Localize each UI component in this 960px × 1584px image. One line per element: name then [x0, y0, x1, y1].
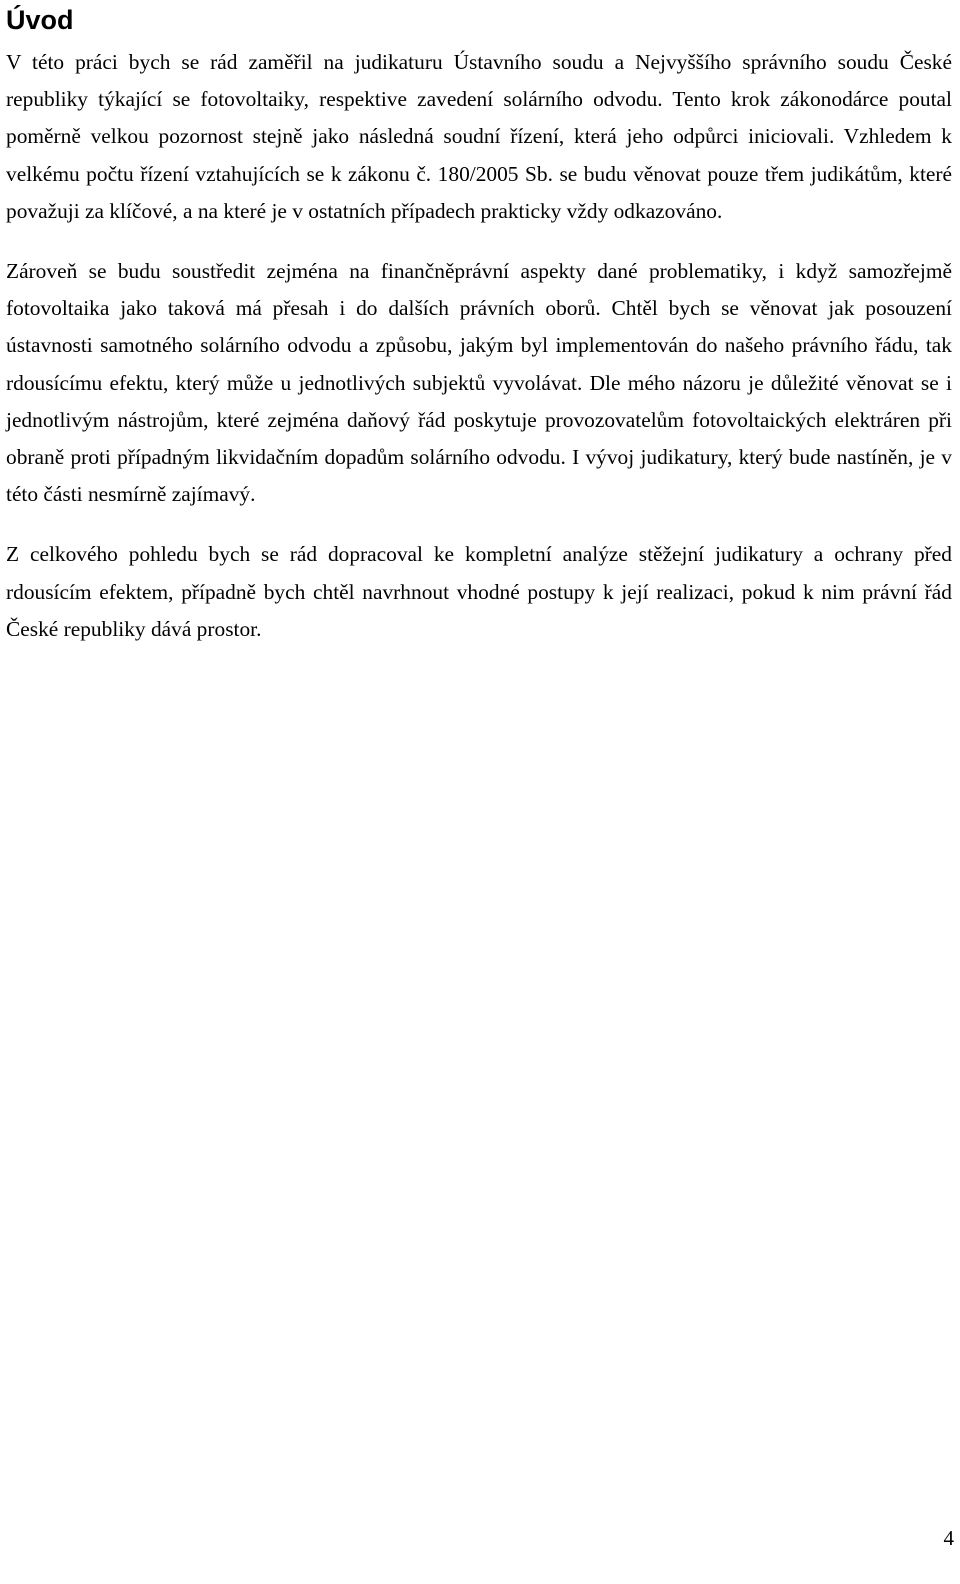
- paragraph-intro: V této práci bych se rád zaměřil na judikaturu Ústavního soudu a Nejvyššího správního soudu České republiky týkající se fotovoltaiky, respektive zavedení solárního odvodu. Tento krok zákonodárce poutal poměrně velkou pozornost stejně jako následná soudní řízení, která jeho odpůrci iniciovali. Vzhledem k velkému počtu řízení vztahujících se k zákonu č. 180/2005 Sb. se budu věnovat pouze třem judikátům, které považuji za klíčové, a na které je v ostatních případech prakticky vždy odkazováno.: [6, 50, 952, 223]
- paragraph-focus: Zároveň se budu soustředit zejména na finančněprávní aspekty dané problematiky, i když samozřejmě fotovoltaika jako taková má přesah i do dalších právních oborů. Chtěl bych se věnovat jak posouzení ústavnosti samotného solárního odvodu a způsobu, jakým byl implementován do našeho právního řádu, tak rdousícímu efektu, který může u jednotlivých subjektů vyvolávat. Dle mého názoru je důležité věnovat se i jednotlivým nástrojům, které zejména daňový řád poskytuje provozovatelům fotovoltaických elektráren při obraně proti případným likvidačním dopadům solárního odvodu. I vývoj judikatury, který bude nastíněn, je v této části nesmírně zajímavý.: [6, 259, 952, 507]
- document-page: [6, 0, 952, 648]
- section-heading: Úvod: [6, 5, 74, 35]
- paragraph-conclusion: Z celkového pohledu bych se rád dopracoval ke kompletní analýze stěžejní judikatury a ochrany před rdousícím efektem, případně bych chtěl navrhnout vhodné postupy k její realizaci, pokud k nim právní řád České republiky dává prostor.: [6, 542, 952, 641]
- page-number: 4: [943, 1526, 954, 1550]
